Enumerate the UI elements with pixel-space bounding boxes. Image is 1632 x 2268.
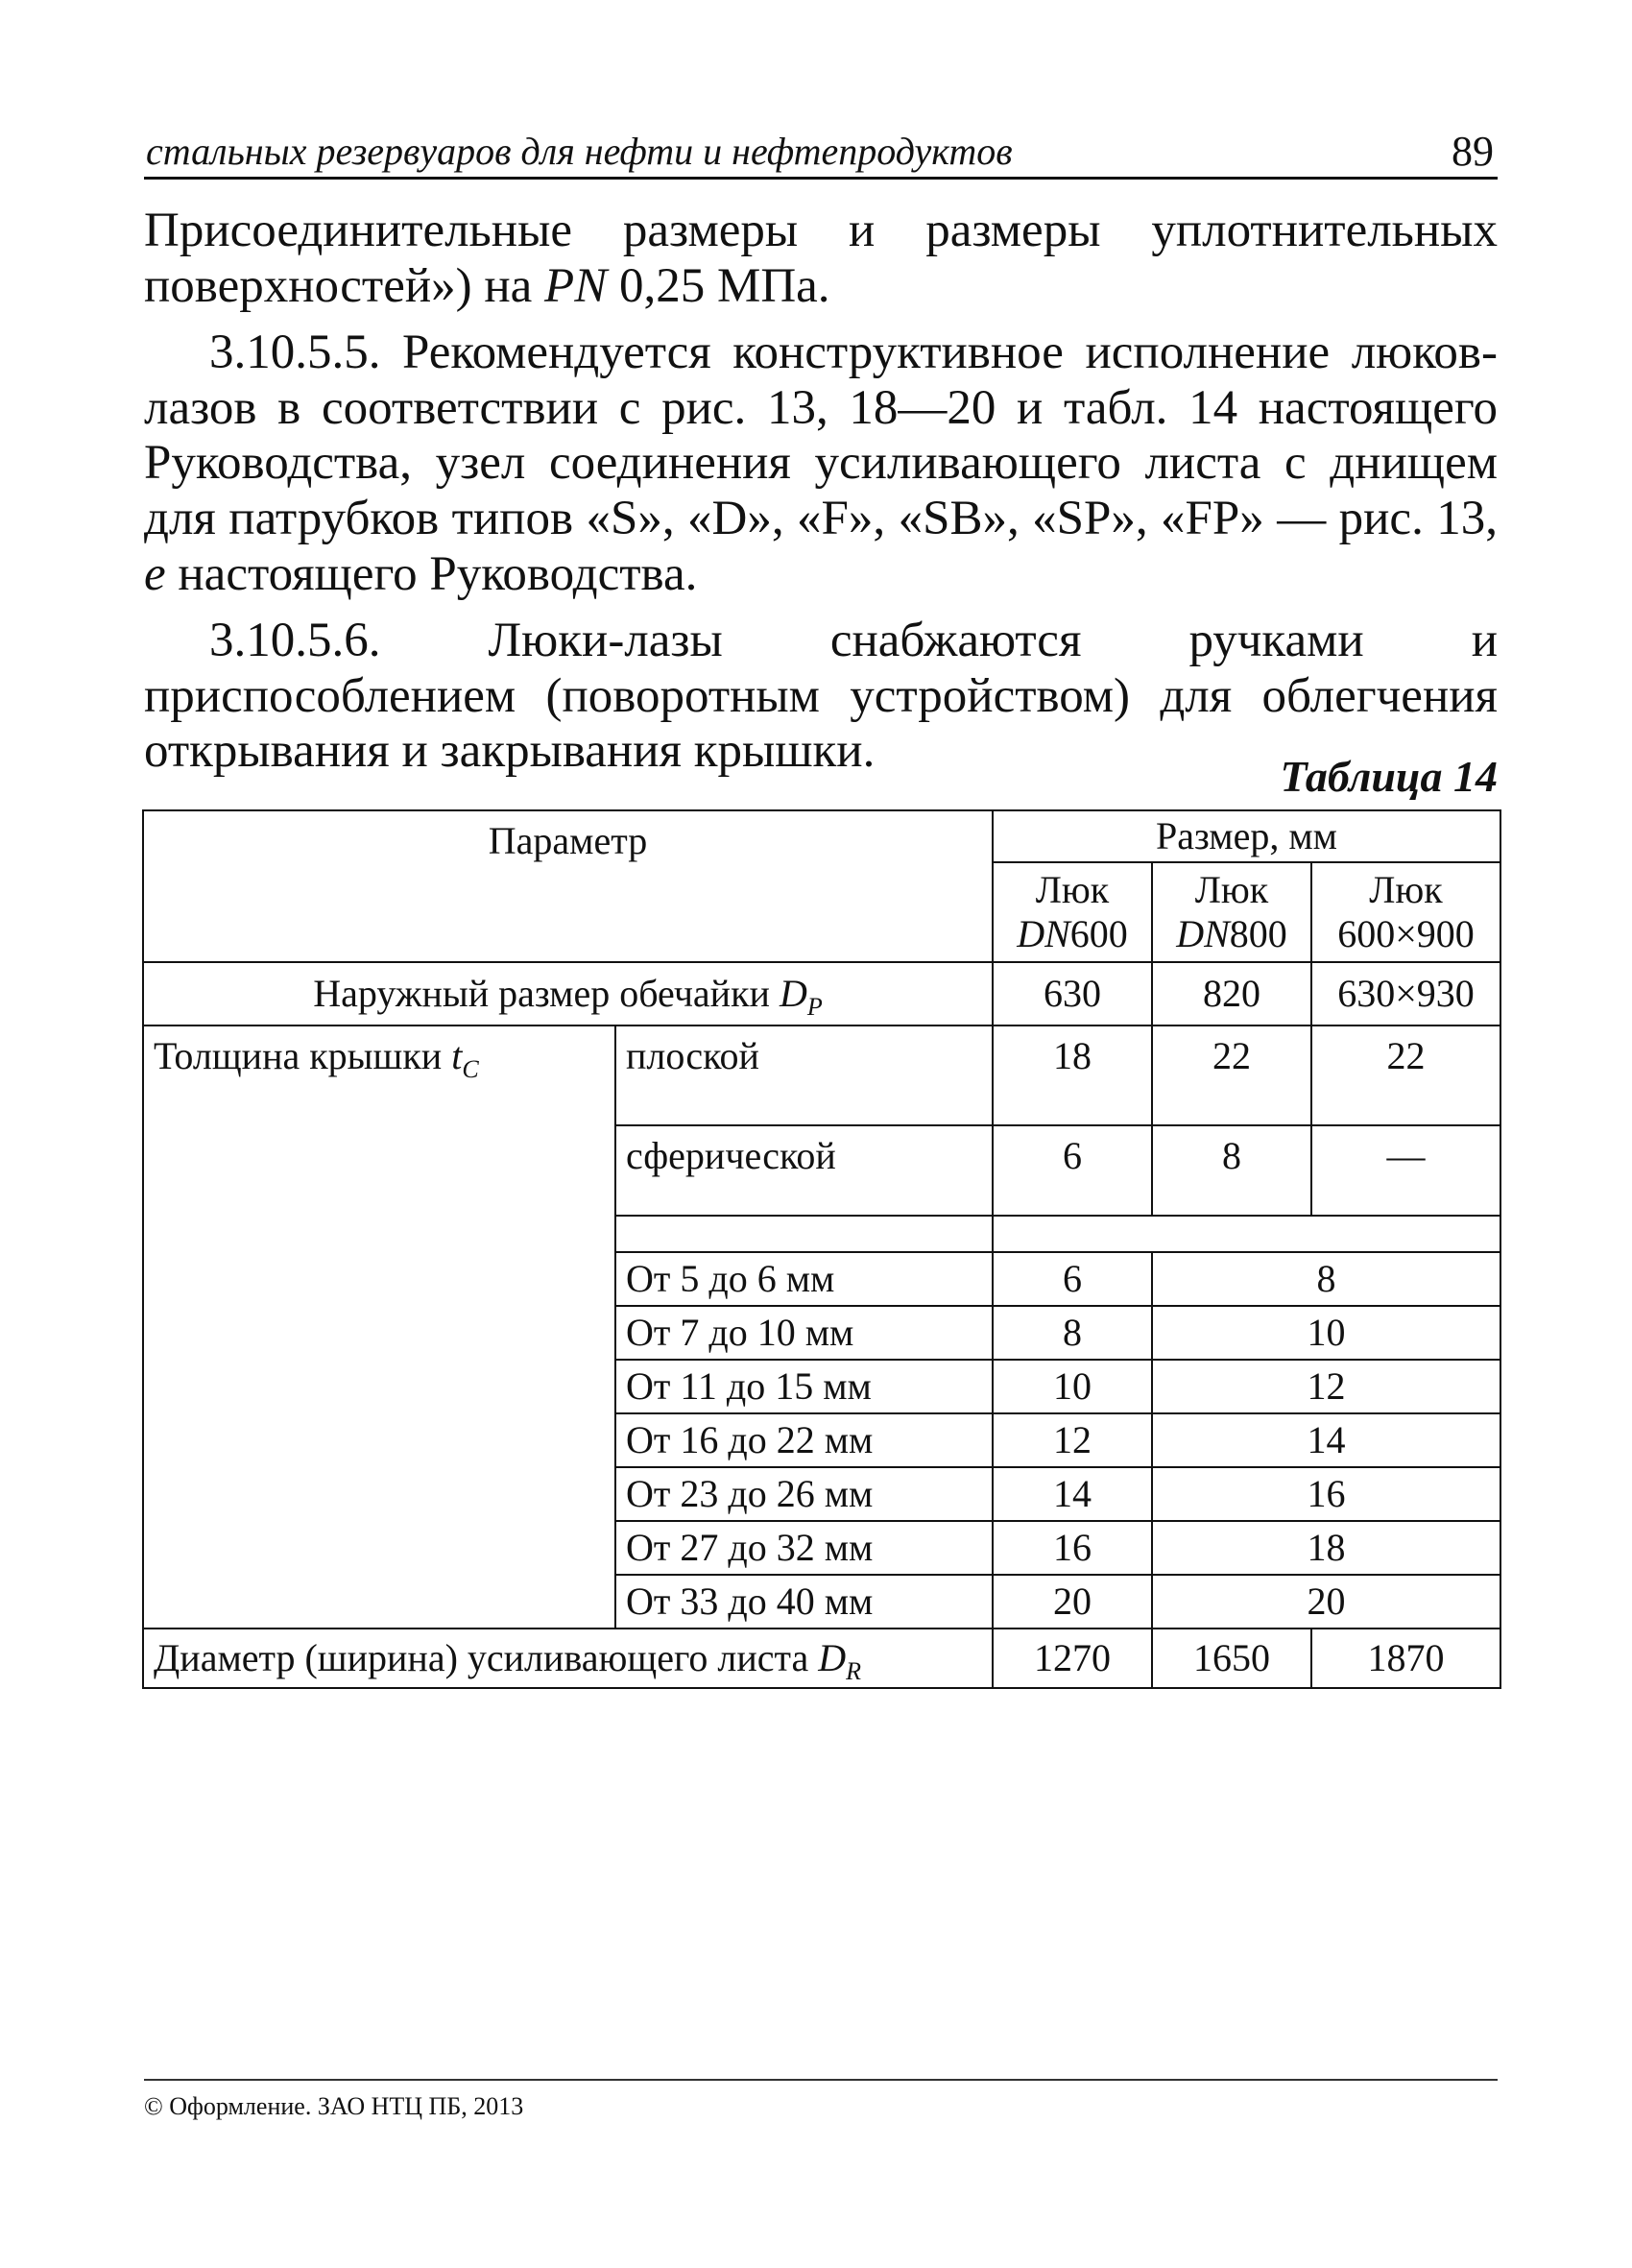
cell-value: 12 <box>1152 1360 1500 1413</box>
cell-value: 22 <box>1152 1025 1311 1125</box>
row-label: Диаметр (ширина) усиливающего листа $D_R$ <box>143 1629 993 1688</box>
range-label: От 11 до 15 мм <box>615 1360 993 1413</box>
header-col-dn800: Люк DN800 <box>1152 862 1311 962</box>
range-label: От 23 до 26 мм <box>615 1467 993 1521</box>
cell-value: 16 <box>993 1521 1152 1575</box>
range-label: От 16 до 22 мм <box>615 1413 993 1467</box>
cell-value: 1650 <box>1152 1629 1311 1688</box>
cell-value: 6 <box>993 1252 1152 1306</box>
cell-value: 8 <box>993 1306 1152 1360</box>
table-row-flat <box>143 1025 1500 1125</box>
cell-value: 1270 <box>993 1629 1152 1688</box>
cell-value: 22 <box>1311 1025 1500 1125</box>
cell-value: 820 <box>1152 962 1311 1025</box>
header-title: стальных резервуаров для нефти и нефтепродуктов <box>146 130 1013 173</box>
cell-value: 630 <box>993 962 1152 1025</box>
cell-value: 20 <box>1152 1575 1500 1629</box>
table-14 <box>142 809 1501 1689</box>
row-sublabel: плоской <box>615 1025 993 1125</box>
cell-value: 630×930 <box>1311 962 1500 1025</box>
header-parameter: Параметр <box>143 810 993 962</box>
cell-value: — <box>1311 1125 1500 1216</box>
cell-value: 14 <box>1152 1413 1500 1467</box>
body-text <box>144 204 1498 791</box>
table-row-outer-size <box>143 962 1500 1025</box>
cell-value: 18 <box>1152 1521 1500 1575</box>
cell-value: 8 <box>1152 1125 1311 1216</box>
header-col-600x900: Люк 600×900 <box>1311 862 1500 962</box>
row-label: Наружный размер обечайки $D_P$ <box>143 962 993 1025</box>
range-label: От 7 до 10 мм <box>615 1306 993 1360</box>
cell-value: 14 <box>993 1467 1152 1521</box>
table-header-row <box>143 810 1500 862</box>
cell-value: 16 <box>1152 1467 1500 1521</box>
row-sublabel: сферической <box>615 1125 993 1216</box>
range-label: От 5 до 6 мм <box>615 1252 993 1306</box>
cell-value: 10 <box>1152 1306 1500 1360</box>
table-row-diameter <box>143 1629 1500 1688</box>
range-label: От 27 до 32 мм <box>615 1521 993 1575</box>
cell-value: 12 <box>993 1413 1152 1467</box>
cell-value: 1870 <box>1311 1629 1500 1688</box>
page-number: 89 <box>1452 128 1494 175</box>
cell-value: 18 <box>993 1025 1152 1125</box>
table-caption: Таблица 14 <box>1280 752 1498 801</box>
header-size: Размер, мм <box>993 810 1500 862</box>
running-header <box>144 123 1498 180</box>
cell-value: 10 <box>993 1360 1152 1413</box>
page-footer <box>144 2079 1498 2120</box>
paragraph-3-10-5-5: 3.10.5.5. Рекомендуется конструктивное исполнение люков-лазов в соответствии с рис. 13, 18—20 и табл. 14 настоящего Руководства, узел соединения усиливающего листа с днищем для патрубков типов «S», «D», «F», «SB», «SP», «FP» — рис. 13, е настоящего Руководства. <box>144 326 1498 601</box>
paragraph-continuation: Присоединительные размеры и размеры уплотнительных поверхностей») на PN 0,25 МПа. <box>144 204 1498 313</box>
cell-value: 8 <box>1152 1252 1500 1306</box>
range-label: От 33 до 40 мм <box>615 1575 993 1629</box>
footer-copyright: © Оформление. ЗАО НТЦ ПБ, 2013 <box>144 2092 524 2120</box>
cell-value: 6 <box>993 1125 1152 1216</box>
cell-value: 20 <box>993 1575 1152 1629</box>
header-col-dn600: Люк DN600 <box>993 862 1152 962</box>
paragraph-3-10-5-6: 3.10.5.6. Люки-лазы снабжаются ручками и приспособлением (поворотным устройством) для облегчения открывания и закрывания крышки. <box>144 614 1498 779</box>
row-label-cover-thickness: Толщина крышки $t_C$ <box>143 1025 615 1629</box>
